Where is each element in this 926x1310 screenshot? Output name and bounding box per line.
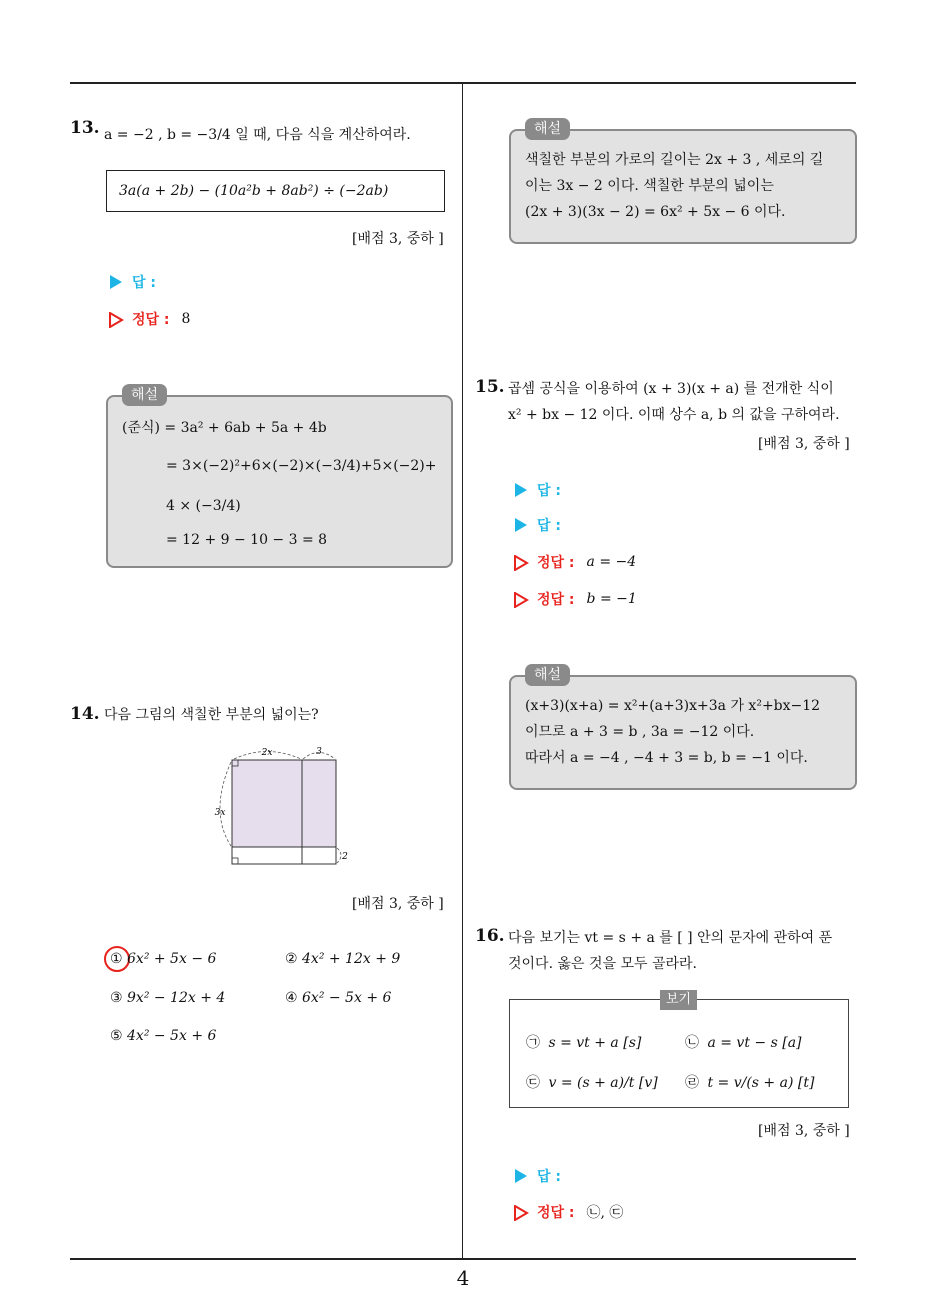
bogi-text: t = v/(s + a) [t]	[707, 1075, 815, 1091]
question-16-line-1: 다음 보기는 vt = s + a 를 [ ] 안의 문자에 관하여 푼	[508, 930, 833, 946]
label-2x: 2x	[261, 748, 273, 758]
explanation-line: 이므로 a + 3 = b , 3a = −12 이다.	[525, 724, 755, 740]
area-figure	[205, 740, 355, 870]
play-icon	[515, 518, 527, 532]
answer-row	[515, 1166, 561, 1186]
correct-answer-row	[513, 1202, 623, 1222]
question-13-text: a = −2 , b = −3/4 일 때, 다음 식을 계산하여라.	[104, 127, 411, 143]
question-16-line-2: 것이다. 옳은 것을 모두 골라라.	[508, 956, 697, 972]
brace-2	[337, 848, 341, 863]
points-label: [배점 3, 중하 ]	[352, 231, 444, 247]
answer-row	[515, 480, 561, 500]
explanation-line: (x+3)(x+a) = x²+(a+3)x+3a 가 x²+bx−12	[525, 698, 821, 714]
expression: 3a(a + 2b) − (10a²b + 8ab²) ÷ (−2ab)	[119, 183, 389, 199]
bogi-item-1	[526, 1032, 641, 1052]
bogi-box	[509, 992, 849, 1108]
explanation-line: 4 × (−3/4)	[166, 498, 241, 514]
explanation-line: 따라서 a = −4 , −4 + 3 = b, b = −1 이다.	[525, 750, 808, 766]
choice-text: 6x² + 5x − 6	[127, 951, 217, 967]
question-number: 15.	[475, 377, 505, 397]
shaded-region	[232, 760, 336, 847]
choice-2[interactable]	[285, 951, 400, 967]
outline-triangle-icon	[108, 312, 122, 326]
brace-3x	[220, 762, 231, 846]
correct-label: 정답 :	[537, 1205, 575, 1221]
question-15-line-2: x² + bx − 12 이다. 이때 상수 a, b 의 값을 구하여라.	[508, 407, 840, 423]
page-number: 4	[456, 1266, 470, 1290]
bogi-item-3	[526, 1072, 658, 1092]
correct-label: 정답 :	[537, 592, 575, 608]
question-13-header	[70, 118, 100, 138]
question-16-header	[475, 926, 505, 946]
choice-mark: ②	[285, 951, 298, 967]
answer-label: 답 :	[537, 1169, 561, 1185]
choice-mark: ③	[110, 990, 123, 1006]
expression-box	[106, 170, 445, 212]
explanation-tag: 해설	[122, 384, 167, 406]
choice-1[interactable]	[110, 951, 216, 967]
correct-label: 정답 :	[132, 312, 170, 328]
choice-text: 6x² − 5x + 6	[302, 990, 392, 1006]
question-15-line-1: 곱셈 공식을 이용하여 (x + 3)(x + a) 를 전개한 식이	[508, 381, 834, 397]
outline-triangle-icon	[513, 1205, 527, 1219]
choice-text: 4x² + 12x + 9	[302, 951, 401, 967]
explanation-box-14	[509, 121, 857, 244]
choice-text: 4x² − 5x + 6	[127, 1028, 217, 1044]
question-number: 13.	[70, 118, 100, 138]
choice-text: 9x² − 12x + 4	[127, 990, 226, 1006]
explanation-line: 색칠한 부분의 가로의 길이는 2x + 3 , 세로의 길	[525, 152, 824, 168]
choice-3[interactable]	[110, 990, 225, 1006]
right-angle-mark	[232, 858, 238, 864]
outline-triangle-icon	[513, 592, 527, 606]
explanation-line: (2x + 3)(3x − 2) = 6x² + 5x − 6 이다.	[525, 204, 786, 220]
label-3x: 3x	[214, 808, 226, 818]
answer-label: 답 :	[537, 518, 561, 534]
correct-label: 정답 :	[537, 555, 575, 571]
correct-value: ㉡, ㉢	[586, 1205, 624, 1221]
bogi-text: a = vt − s [a]	[707, 1035, 802, 1051]
choice-mark: ①	[110, 951, 123, 967]
choice-4[interactable]	[285, 990, 391, 1006]
choice-mark: ④	[285, 990, 298, 1006]
answer-label: 답 :	[537, 483, 561, 499]
bogi-mark: ㉣	[685, 1075, 699, 1091]
top-rule	[70, 82, 856, 84]
correct-answer-row	[513, 589, 637, 609]
correct-value: b = −1	[586, 591, 637, 607]
points-label: [배점 3, 중하 ]	[352, 896, 444, 912]
play-icon	[110, 275, 122, 289]
outline-triangle-icon	[513, 555, 527, 569]
answer-label: 답 :	[132, 275, 156, 291]
answer-row	[515, 515, 561, 535]
explanation-tag: 해설	[525, 664, 570, 686]
bogi-item-2	[685, 1032, 802, 1052]
explanation-box-15	[509, 667, 857, 790]
question-number: 14.	[70, 704, 100, 724]
points-label: [배점 3, 중하 ]	[758, 436, 850, 452]
explanation-line: 이는 3x − 2 이다. 색칠한 부분의 넓이는	[525, 178, 774, 194]
play-icon	[515, 483, 527, 497]
correct-value: 8	[181, 311, 191, 327]
choice-5[interactable]	[110, 1028, 216, 1044]
play-icon	[515, 1169, 527, 1183]
bogi-tag: 보기	[660, 990, 697, 1010]
bottom-rule	[70, 1258, 856, 1260]
explanation-tag: 해설	[525, 118, 570, 140]
bogi-mark: ㉠	[526, 1035, 540, 1051]
bogi-text: v = (s + a)/t [v]	[548, 1075, 658, 1091]
explanation-box-13	[106, 387, 453, 568]
bogi-text: s = vt + a [s]	[548, 1035, 642, 1051]
correct-answer-row	[513, 552, 636, 572]
points-label: [배점 3, 중하 ]	[758, 1123, 850, 1139]
column-divider	[462, 84, 463, 1260]
explanation-line: = 12 + 9 − 10 − 3 = 8	[166, 532, 328, 548]
correct-value: a = −4	[586, 554, 637, 570]
explanation-line: = 3×(−2)²+6×(−2)×(−3/4)+5×(−2)+	[166, 458, 437, 474]
explanation-line: (준식) = 3a² + 6ab + 5a + 4b	[122, 420, 327, 436]
bogi-mark: ㉡	[685, 1035, 699, 1051]
question-14-text: 다음 그림의 색칠한 부분의 넓이는?	[104, 707, 319, 723]
question-14-header	[70, 704, 100, 724]
choice-mark: ⑤	[110, 1028, 123, 1044]
label-3: 3	[316, 747, 322, 757]
correct-answer-row	[108, 309, 190, 329]
question-number: 16.	[475, 926, 505, 946]
question-15-header	[475, 377, 505, 397]
bogi-mark: ㉢	[526, 1075, 540, 1091]
bogi-item-4	[685, 1072, 814, 1092]
answer-row	[110, 272, 156, 292]
label-2: 2	[342, 852, 348, 862]
